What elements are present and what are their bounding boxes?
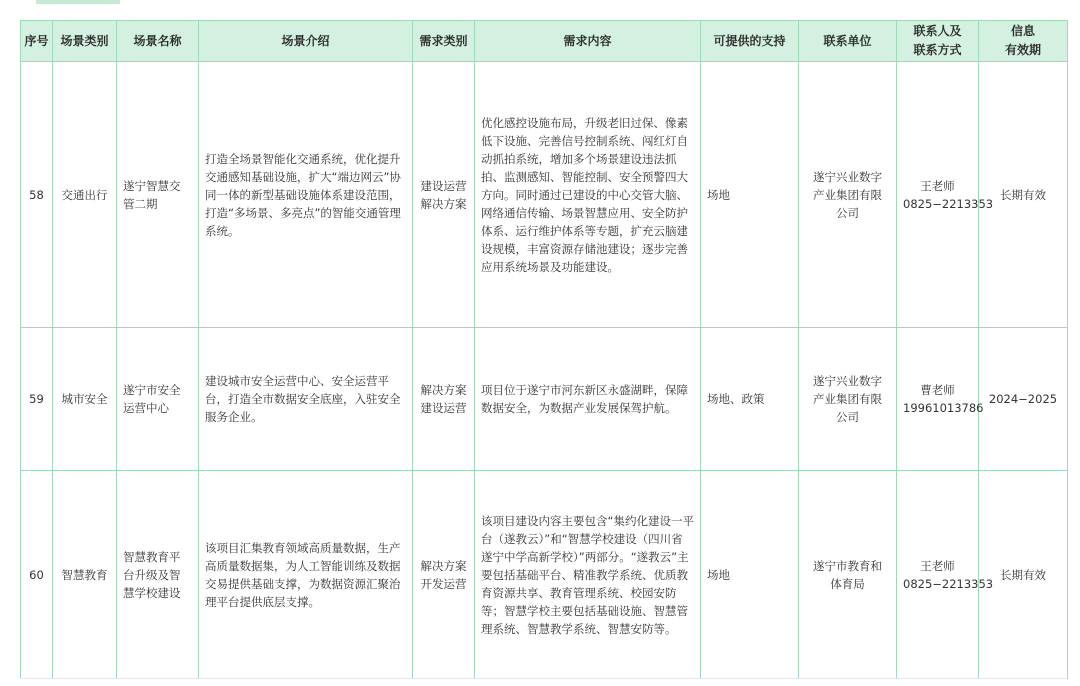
cell-demand-content: 该项目建设内容主要包含“集约化建设一平台（遂教云）”和“智慧学校建设（四川省遂宁中学高新学校）”两部分。“遂教云”主要包括基础平台、精准教学系统、优质教育资源共享、教育管理系统、校园安防等；智慧学校主要包括基础设施、智慧管理系统、智慧教学系统、智慧安防等。 xyxy=(475,471,701,679)
header-name: 场景名称 xyxy=(117,21,199,62)
header-intro: 场景介绍 xyxy=(199,21,413,62)
cell-name: 遂宁智慧交 管二期 xyxy=(117,62,199,328)
cell-seq: 59 xyxy=(21,328,53,471)
cell-support: 场地、政策 xyxy=(701,328,799,471)
cell-category: 智慧教育 xyxy=(53,471,117,679)
cell-unit: 遂宁市教育和 体育局 xyxy=(799,471,897,679)
table-row xyxy=(21,62,1068,328)
cell-category: 城市安全 xyxy=(53,328,117,471)
header-unit: 联系单位 xyxy=(799,21,897,62)
cell-intro: 该项目汇集教育领域高质量数据，生产高质量数据集，为人工智能训练及数据交易提供基础支撑，为数据资源汇聚治理平台提供底层支撑。 xyxy=(199,471,413,679)
header-category: 场景类别 xyxy=(53,21,117,62)
cell-contact: 王老师 0825−2213353 xyxy=(897,62,979,328)
header-support: 可提供的支持 xyxy=(701,21,799,62)
table-row xyxy=(21,328,1068,471)
cell-seq: 60 xyxy=(21,471,53,679)
table-header-row xyxy=(21,21,1068,62)
cell-category: 交通出行 xyxy=(53,62,117,328)
bottom-divider xyxy=(20,678,1067,679)
cell-contact: 曹老师 19961013786 xyxy=(897,328,979,471)
cell-seq: 58 xyxy=(21,62,53,328)
cell-support: 场地 xyxy=(701,62,799,328)
header-contact: 联系人及 联系方式 xyxy=(897,21,979,62)
cell-demand-type: 解决方案 建设运营 xyxy=(413,328,475,471)
header-validity: 信息 有效期 xyxy=(979,21,1068,62)
cell-name: 智慧教育平 台升级及智 慧学校建设 xyxy=(117,471,199,679)
cell-validity: 长期有效 xyxy=(979,62,1068,328)
header-demand-type: 需求类别 xyxy=(413,21,475,62)
header-seq: 序号 xyxy=(21,21,53,62)
header-demand-content: 需求内容 xyxy=(475,21,701,62)
cell-validity: 2024−2025 xyxy=(979,328,1068,471)
cell-demand-type: 解决方案 开发运营 xyxy=(413,471,475,679)
cell-support: 场地 xyxy=(701,471,799,679)
cell-demand-content: 优化感控设施布局，升级老旧过保、像素低下设施、完善信号控制系统、闯红灯自动抓拍系统，增加多个场景建设违法抓拍、监测感知、智能控制、安全预警四大方向。同时通过已建设的中心交管大脑、网络通信传输、场景智慧应用、安全防护体系、运行维护体系等专题，扩充云脑建设规模，丰富资源存储池建设；逐步完善应用系统场景及功能建设。 xyxy=(475,62,701,328)
cell-demand-type: 建设运营 解决方案 xyxy=(413,62,475,328)
cell-name: 遂宁市安全 运营中心 xyxy=(117,328,199,471)
cell-unit: 遂宁兴业数字 产业集团有限 公司 xyxy=(799,62,897,328)
top-tab-decoration xyxy=(36,0,120,4)
cell-validity: 长期有效 xyxy=(979,471,1068,679)
cell-demand-content: 项目位于遂宁市河东新区永盛湖畔，保障数据安全，为数据产业发展保驾护航。 xyxy=(475,328,701,471)
cell-unit: 遂宁兴业数字 产业集团有限 公司 xyxy=(799,328,897,471)
scenario-table xyxy=(20,20,1068,679)
cell-contact: 王老师 0825−2213353 xyxy=(897,471,979,679)
cell-intro: 打造全场景智能化交通系统，优化提升交通感知基础设施，扩大“端边网云”协同一体的新型基础设施体系建设范围，打造“多场景、多亮点”的智能交通管理系统。 xyxy=(199,62,413,328)
cell-intro: 建设城市安全运营中心、安全运营平台，打造全市数据安全底座，入驻安全服务企业。 xyxy=(199,328,413,471)
table-row xyxy=(21,471,1068,679)
